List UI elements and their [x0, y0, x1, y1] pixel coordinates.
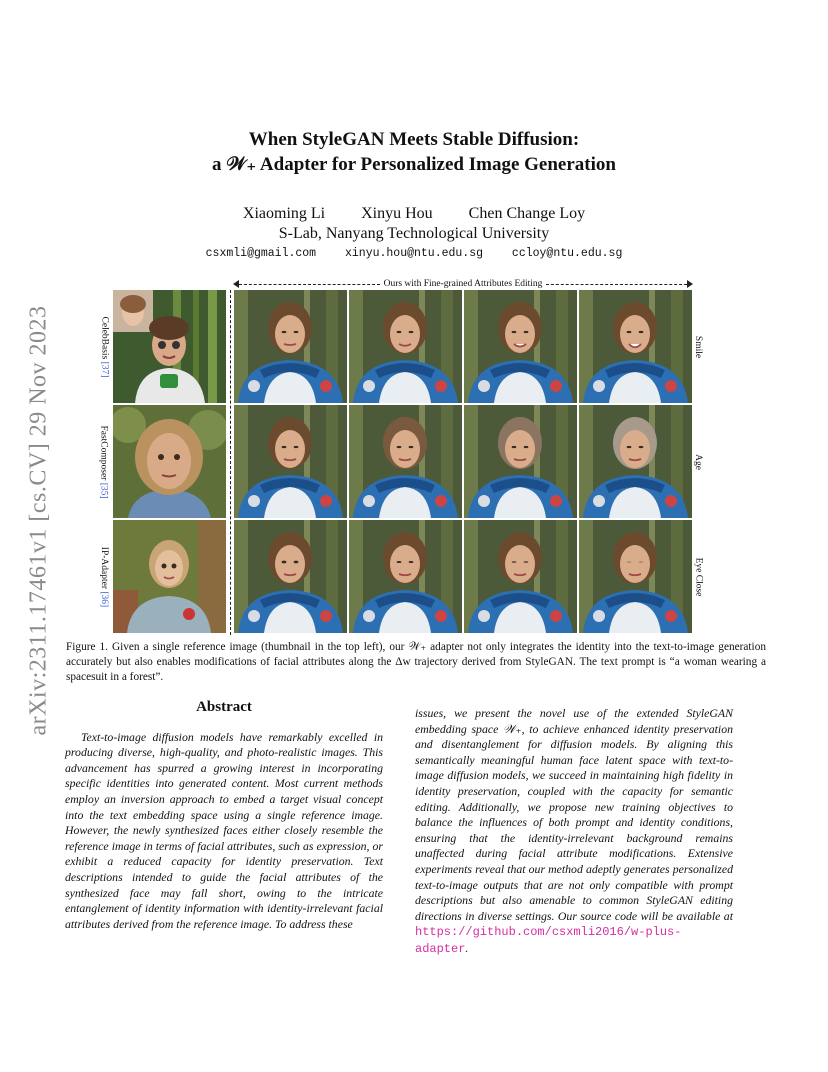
portrait-image — [113, 405, 226, 518]
citation-link[interactable]: [37] — [99, 361, 110, 377]
abstract-text-right: issues, we present the novel use of the extended StyleGAN embedding space 𝒲₊, to achieve enhanced identity preservation and disentanglement for diffusion models. By aligning this semantically meaningful human face latent space with text-to-image diffusion models, we succeed in maintaining high fidelity in identity preservation, coupled with the capacity for semantic editing. Additionally, we propose new training objectives to balance the influences of both prompt and identity conditions, ensuring that the identity-irrelevant background remains unaffected during facial attribute modifications. Extensive experiments reveal that our method adeptly generates personalized text-to-image outputs that are not only compatible with prompt descriptions but also amenable to common StyleGAN editing directions in diverse settings. Our source code will be available at https://github.com/csxmli2016/w-plus-adapter. — [415, 706, 733, 956]
citation-link[interactable]: [36] — [99, 590, 110, 607]
author-email: xinyu.hou@ntu.edu.sg — [344, 247, 484, 260]
paper-title-line-2: a 𝒲₊ Adapter for Personalized Image Generation — [212, 154, 616, 175]
author-name: Chen Change Loy — [468, 205, 586, 222]
author-email: csxmli@gmail.com — [205, 247, 317, 260]
row-label-method: FastComposer [35] — [99, 424, 109, 499]
attribute-label: Smile — [693, 335, 704, 358]
figure-caption: Figure 1. Given a single reference image (thumbnail in the top left), our 𝒲₊ adapter not only integrates the identity into the text-to-image generation accurately but also enables modifications of facial attributes along the Δw trajectory derived from StyleGAN. The text prompt is “a woman wearing a spacesuit in a forest”. — [66, 641, 766, 683]
baseline-image-ip-adapter — [113, 520, 226, 633]
author-name: Xiaoming Li — [242, 205, 326, 222]
baseline-image-fastcomposer — [113, 405, 226, 518]
arrow-right-icon — [687, 280, 693, 288]
author-email: ccloy@ntu.edu.sg — [511, 247, 623, 260]
arxiv-stamp: arXiv:2311.17461v1 [cs.CV] 29 Nov 2023 — [25, 304, 52, 736]
abstract-column-left — [65, 700, 383, 932]
affiliation: S-Lab, Nanyang Technological University — [278, 225, 550, 242]
generated-portrait — [464, 405, 577, 518]
attribute-label: Age — [692, 453, 703, 470]
row-label-method: CelebBasis [37] — [99, 316, 110, 377]
figure-divider — [230, 290, 231, 635]
row-label-method: IP-Adapter [36] — [99, 546, 110, 607]
generated-portrait — [579, 290, 692, 403]
generated-portrait — [234, 520, 347, 633]
abstract-column-right — [415, 706, 733, 958]
generated-portrait — [234, 405, 347, 518]
generated-portrait — [579, 405, 692, 518]
citation-link[interactable]: [35] — [99, 482, 109, 499]
generated-portrait — [349, 405, 462, 518]
figure-header — [233, 277, 693, 291]
generated-portrait — [349, 520, 462, 633]
attribute-label: Eye Close — [693, 557, 704, 596]
baseline-image-celebbasis — [113, 290, 226, 403]
portrait-image — [113, 520, 226, 633]
generated-portrait — [464, 290, 577, 403]
abstract-heading: Abstract — [196, 699, 252, 715]
email-list — [60, 247, 768, 260]
source-code-link[interactable]: https://github.com/csxmli2016/w-plus-adapter — [415, 925, 682, 956]
portrait-image — [113, 290, 226, 403]
figure-header-label: Ours with Fine-grained Attributes Editing — [383, 279, 543, 289]
author-list — [60, 205, 768, 223]
abstract-text-left: Text-to-image diffusion models have remarkably excelled in producing diverse, high-quality, and photo-realistic images. This advancement has spurred a growing interest in incorporating specific identities into generated content. Most current methods employ an inversion approach to embed a target visual concept into the text embedding space using a single reference image. However, the newly synthesized faces either closely resemble the reference image in terms of facial attributes, such as expression, or exhibit a reduced capacity for identity preservation. Text descriptions intended to guide the facial attributes of the synthesized face may fall short, owing to the intricate entanglement of identity information with identity-irrelevant facial attributes derived from the reference image. To address these — [65, 729, 383, 931]
paper-title-line-1: When StyleGAN Meets Stable Diffusion: — [248, 129, 580, 150]
author-name: Xinyu Hou — [361, 205, 433, 222]
generated-portrait — [349, 290, 462, 403]
generated-portrait — [464, 520, 577, 633]
generated-portrait — [579, 520, 692, 633]
generated-portrait — [234, 290, 347, 403]
